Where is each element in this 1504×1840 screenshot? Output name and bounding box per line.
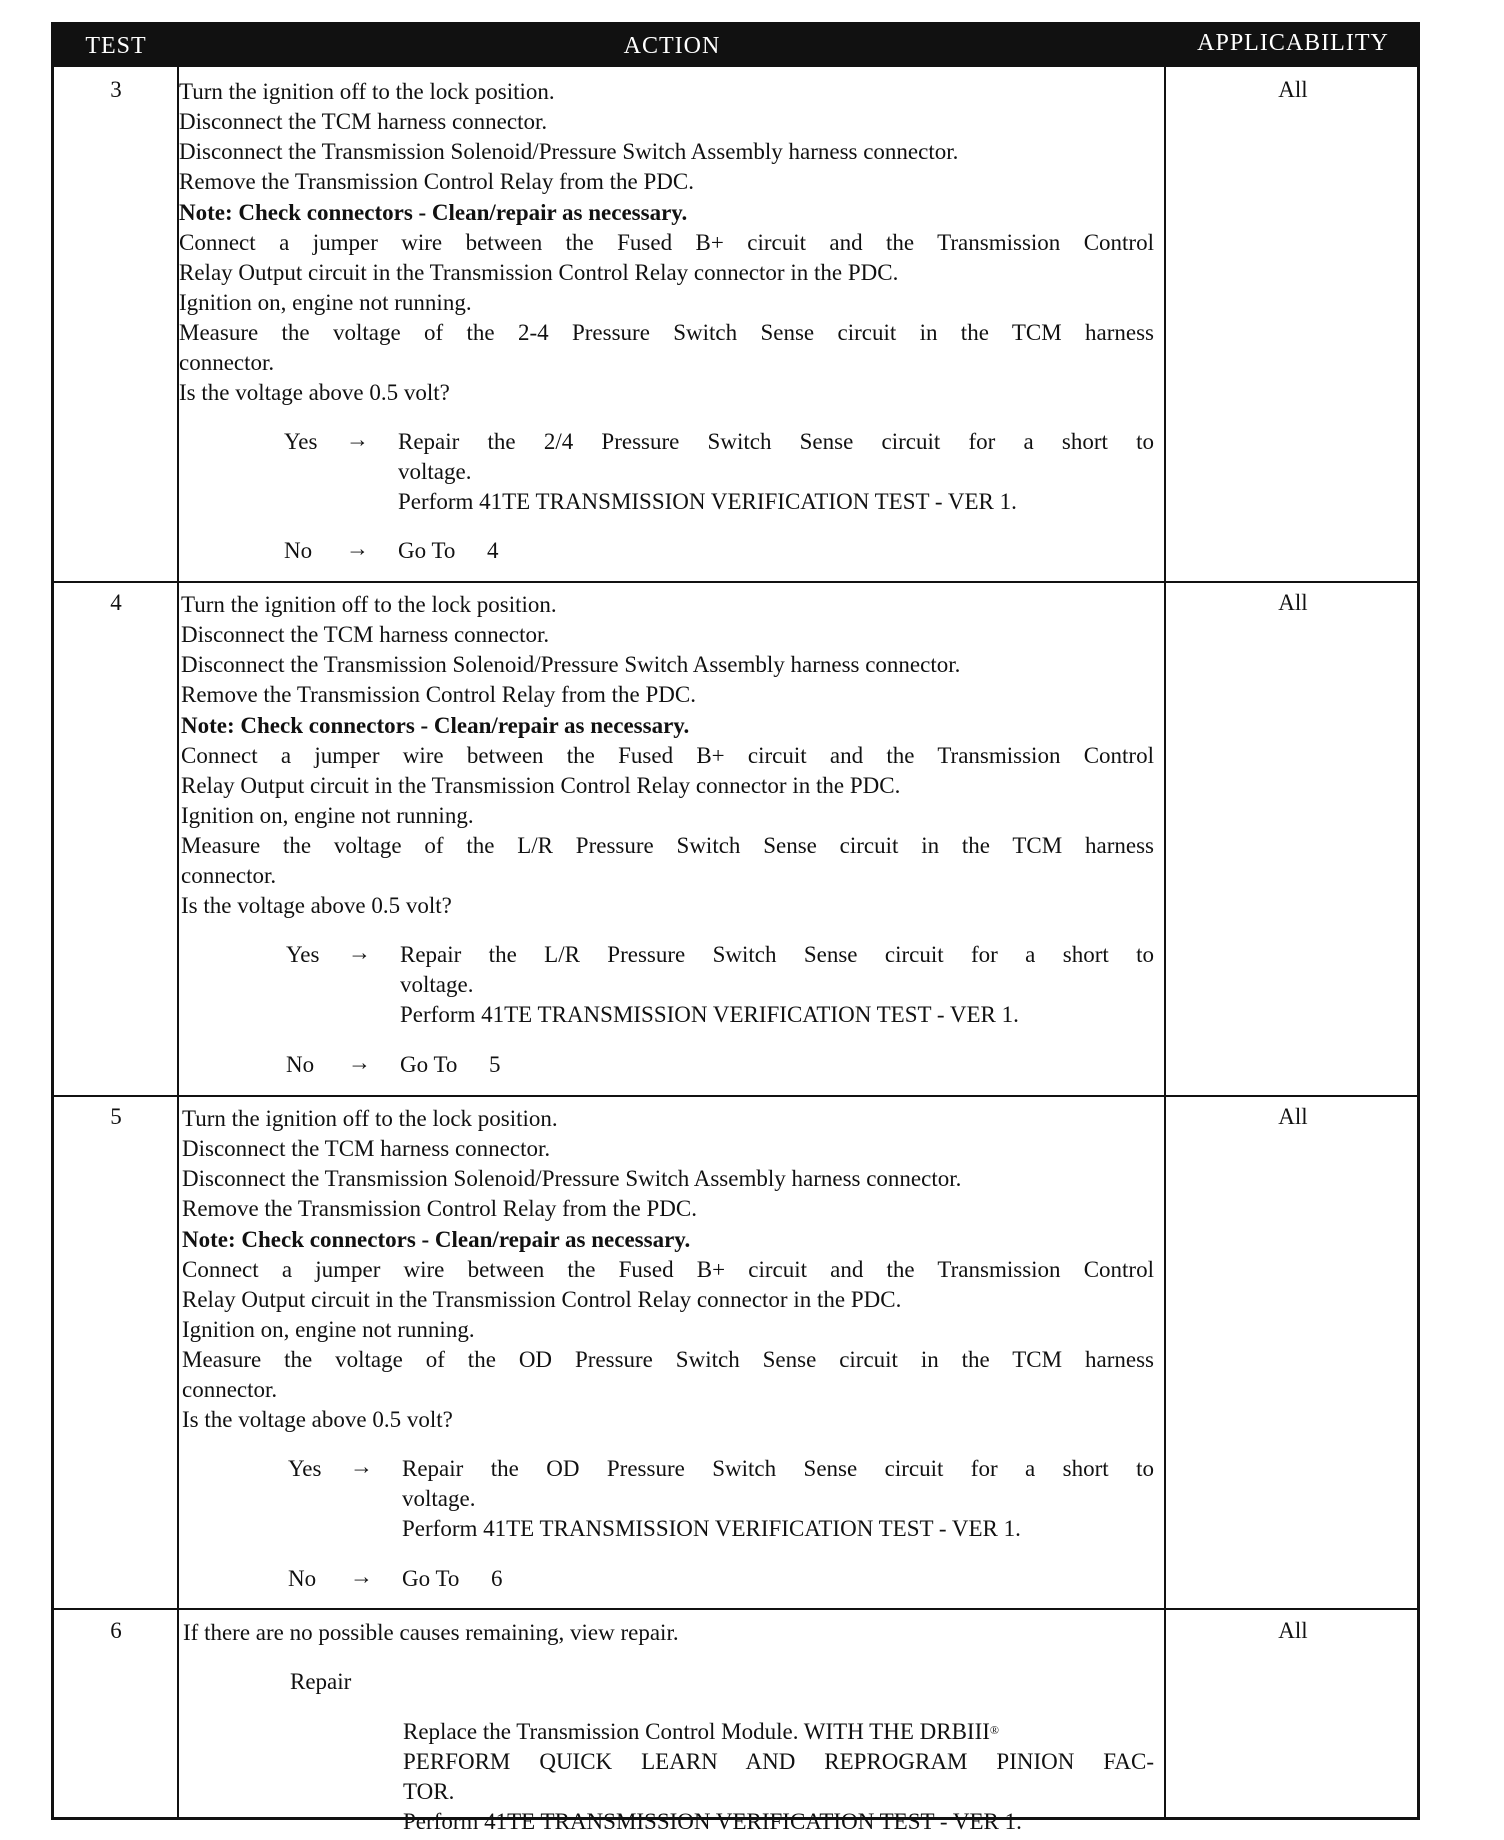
repair-action-text: Replace the Transmission Control Module. WITH THE DRBIII [403,1719,990,1744]
go-to-target: 4 [487,538,499,563]
row-divider [54,1608,1417,1610]
test-number: 4 [110,590,122,615]
arrow-right-icon: → [346,427,369,452]
action-step: Relay Output circuit in the Transmission Control Relay connector in the PDC. [181,773,901,798]
yes-action: Perform 41TE TRANSMISSION VERIFICATION TEST - VER 1. [398,489,1017,514]
question-text: Is the voltage above 0.5 volt? [181,893,452,918]
yes-action: Repair the OD Pressure Switch Sense circuit for a short to [402,1456,1154,1481]
action-step: Turn the ignition off to the lock position. [182,1106,558,1131]
action-step: Disconnect the TCM harness connector. [182,1136,551,1161]
no-label: No [286,1052,315,1077]
action-step: Turn the ignition off to the lock position. [181,592,557,617]
yes-action: Repair the 2/4 Pressure Switch Sense circuit for a short to [398,429,1154,454]
action-step: Disconnect the Transmission Solenoid/Pressure Switch Assembly harness connector. [179,139,959,164]
applicability-value: All [1278,1618,1308,1643]
action-step: Remove the Transmission Control Relay from the PDC. [182,1196,697,1221]
action-step: Measure the voltage of the L/R Pressure Switch Sense circuit in the TCM harness [181,833,1154,858]
go-to-label: Go To [402,1566,460,1591]
diagnostic-test-table [51,22,1420,1834]
action-step: Ignition on, engine not running. [179,290,472,315]
note-text: Note: Check connectors - Clean/repair as necessary. [182,1227,691,1252]
action-step: Disconnect the TCM harness connector. [181,622,550,647]
yes-label: Yes [288,1456,322,1481]
action-step: Connect a jumper wire between the Fused B+ circuit and the Transmission Control [181,743,1154,768]
no-label: No [288,1566,317,1591]
action-step: Ignition on, engine not running. [181,803,474,828]
repair-label: Repair [290,1669,352,1694]
repair-action: Perform 41TE TRANSMISSION VERIFICATION TEST - VER 1. [403,1809,1022,1834]
go-to-label: Go To [400,1052,458,1077]
action-step: Disconnect the Transmission Solenoid/Pressure Switch Assembly harness connector. [182,1166,962,1191]
header-applicability: APPLICABILITY [1197,30,1389,56]
action-step: connector. [179,350,275,375]
action-step: Relay Output circuit in the Transmission Control Relay connector in the PDC. [182,1287,902,1312]
go-to-target: 6 [491,1566,503,1591]
yes-action: voltage. [402,1486,476,1511]
yes-action: voltage. [398,459,472,484]
yes-action: Perform 41TE TRANSMISSION VERIFICATION TEST - VER 1. [402,1516,1021,1541]
action-step: Disconnect the Transmission Solenoid/Pressure Switch Assembly harness connector. [181,652,961,677]
yes-label: Yes [286,942,320,967]
action-step: connector. [182,1377,278,1402]
row-divider [54,581,1417,583]
go-to-label: Go To [398,538,456,563]
test-number: 6 [110,1618,122,1643]
note-text: Note: Check connectors - Clean/repair as necessary. [179,200,688,225]
repair-action: PERFORM QUICK LEARN AND REPROGRAM PINION FAC- [403,1749,1154,1774]
header-action: ACTION [623,33,721,59]
action-step: connector. [181,863,277,888]
question-text: Is the voltage above 0.5 volt? [182,1407,453,1432]
action-step: Measure the voltage of the 2-4 Pressure Switch Sense circuit in the TCM harness [179,320,1154,345]
applicability-value: All [1278,77,1308,102]
repair-action [403,1717,999,1747]
repair-action: TOR. [403,1779,455,1804]
row-divider [54,1095,1417,1097]
action-step: Turn the ignition off to the lock position. [179,79,555,104]
go-to-target: 5 [489,1052,501,1077]
arrow-right-icon: → [350,1454,373,1479]
column-divider-applicability [1164,67,1166,1817]
yes-action: voltage. [400,972,474,997]
yes-action: Repair the L/R Pressure Switch Sense circuit for a short to [400,942,1154,967]
note-text: Note: Check connectors - Clean/repair as necessary. [181,713,690,738]
arrow-right-icon: → [346,536,369,561]
yes-action: Perform 41TE TRANSMISSION VERIFICATION TEST - VER 1. [400,1002,1019,1027]
action-step: Disconnect the TCM harness connector. [179,109,548,134]
applicability-value: All [1278,1104,1308,1129]
action-step: Measure the voltage of the OD Pressure Switch Sense circuit in the TCM harness [182,1347,1154,1372]
test-number: 5 [110,1104,122,1129]
action-step: Remove the Transmission Control Relay from the PDC. [179,169,694,194]
arrow-right-icon: → [348,1050,371,1075]
test-number: 3 [110,77,122,102]
question-text: Is the voltage above 0.5 volt? [179,380,450,405]
no-label: No [284,538,313,563]
intro-text: If there are no possible causes remaining, view repair. [183,1620,679,1645]
applicability-value: All [1278,590,1308,615]
action-step: Connect a jumper wire between the Fused B+ circuit and the Transmission Control [179,230,1154,255]
registered-mark: ® [989,1723,1000,1737]
arrow-right-icon: → [348,940,371,965]
table-header [54,25,1417,67]
yes-label: Yes [284,429,318,454]
action-step: Ignition on, engine not running. [182,1317,475,1342]
action-step: Relay Output circuit in the Transmission Control Relay connector in the PDC. [179,260,899,285]
action-step: Remove the Transmission Control Relay from the PDC. [181,682,696,707]
action-step: Connect a jumper wire between the Fused B+ circuit and the Transmission Control [182,1257,1154,1282]
arrow-right-icon: → [350,1564,373,1589]
header-test: TEST [85,33,147,59]
